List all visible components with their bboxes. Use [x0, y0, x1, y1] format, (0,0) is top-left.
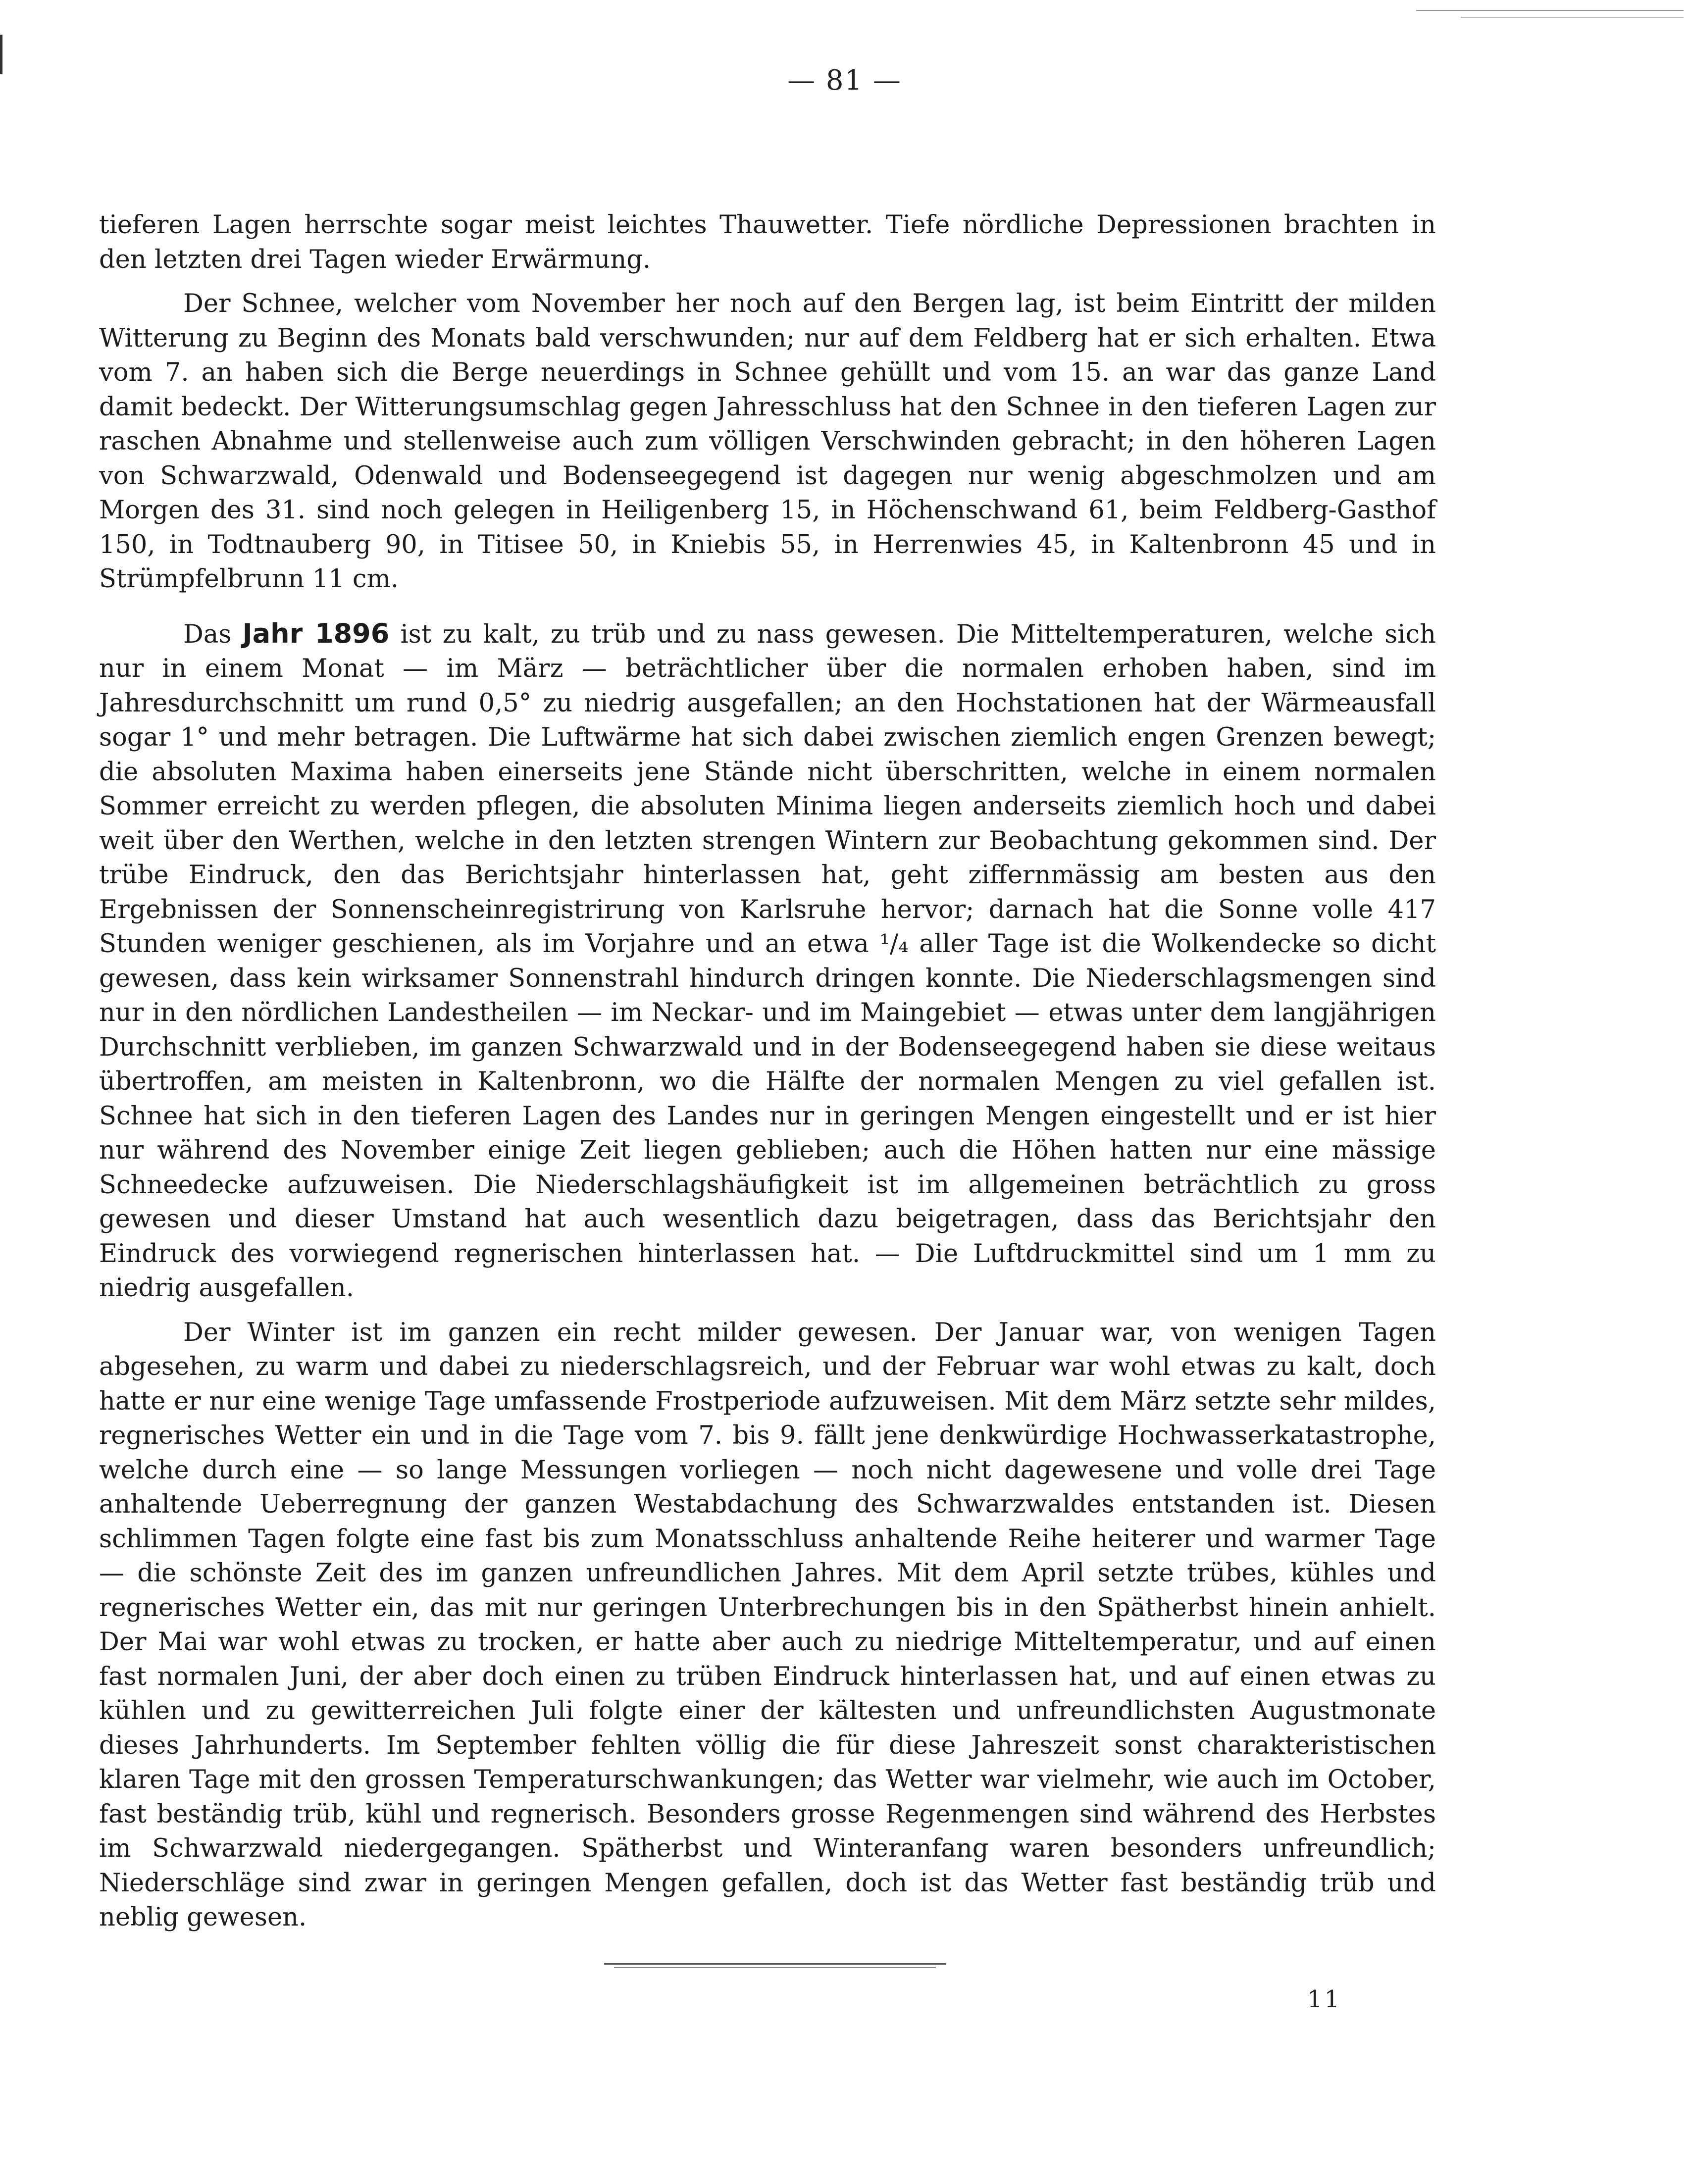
- section-end-rule: [604, 1963, 946, 1965]
- page-number-header: — 81 —: [787, 64, 902, 97]
- paragraph-winter: Der Winter ist im ganzen ein recht milder gewesen. Der Januar war, von wenigen Tagen abgesehen, zu warm und dabei zu niederschlagsreich, und der Februar war wohl etwas zu kalt, doch hatte er nur eine wenige Tage umfassende Frostperiode aufzuweisen. Mit dem März setzte sehr mildes, regnerisches Wetter ein und in die Tage vom 7. bis 9. fällt jene denkwürdige Hochwasserkatastrophe, welche durch eine — so lange Messungen vorliegen — noch nicht dagewesene und volle drei Tage anhaltende Ueberregnung der ganzen Westabdachung des Schwarzwaldes entstanden ist. Diesen schlimmen Tagen folgte eine fast bis zum Monatsschluss anhaltende Reihe heiterer und warmer Tage — die schönste Zeit des im ganzen unfreundlichen Jahres. Mit dem April setzte trübes, kühles und regnerisches Wetter ein, das mit nur geringen Unterbrechungen bis in den Spätherbst hinein anhielt. Der Mai war wohl etwas zu trocken, er hatte aber auch zu niedrige Mitteltemperatur, und auf einen fast normalen Juni, der aber doch einen zu trüben Eindruck hinterlassen hat, und auf einen etwas zu kühlen und zu gewitterreichen Juli folgte einer der kältesten und unfreundlichsten Augustmonate dieses Jahrhunderts. Im September fehlten völlig die für diese Jahreszeit sonst charakteristischen klaren Tage mit den grossen Temperaturschwankungen; das Wetter war vielmehr, wie auch im October, fast beständig trüb, kühl und regnerisch. Besonders grosse Regenmengen sind während des Herbstes im Schwarzwald niedergegangen. Spätherbst und Winteranfang waren besonders unfreundlich; Niederschläge sind zwar in geringen Mengen gefallen, doch ist das Wetter fast beständig trüb und neblig gewesen.: [99, 1318, 1436, 1932]
- section-end-rule-secondary: [614, 1967, 936, 1968]
- top-right-rule-secondary: [1461, 17, 1684, 18]
- paragraph-continuation: tieferen Lagen herrschte sogar meist leichtes Thauwetter. Tiefe nördliche Depressionen brachten in den letzten drei Tagen wieder Erwärmung.: [99, 210, 1436, 274]
- year-paragraph-text: ist zu kalt, zu trüb und zu nass gewesen. Die Mitteltemperaturen, welche sich nur in einem Monat — im März — beträchtlicher über die normalen erhoben haben, sind im Jahresdurchschnitt um rund 0,5° zu niedrig ausgefallen; an den Hochstationen hat der Wärmeausfall sogar 1° und mehr betragen. Die Luftwärme hat sich dabei zwischen ziemlich engen Grenzen bewegt; die absoluten Maxima haben einerseits jene Stände nicht überschritten, welche in einem normalen Sommer erreicht zu werden pflegen, die absoluten Minima liegen anderseits ziemlich hoch und dabei weit über den Werthen, welche in den letzten strengen Wintern zur Beobachtung gekommen sind. Der trübe Eindruck, den das Berichtsjahr hinterlassen hat, geht ziffernmässig am besten aus den Ergebnissen der Sonnenscheinregistrirung von Karlsruhe hervor; darnach hat die Sonne volle 417 Stunden weniger geschienen, als im Vorjahre und an etwa ¹/₄ aller Tage ist die Wolkendecke so dicht gewesen, dass kein wirksamer Sonnenstrahl hindurch dringen konnte. Die Niederschlagsmengen sind nur in den nördlichen Landestheilen — im Neckar- und im Maingebiet — etwas unter dem langjährigen Durchschnitt verblieben, im ganzen Schwarzwald und in der Bodenseegegend haben sie diese weitaus übertroffen, am meisten in Kaltenbronn, wo die Hälfte der normalen Mengen zu viel gefallen ist. Schnee hat sich in den tieferen Lagen des Landes nur in geringen Mengen eingestellt und er ist hier nur während des November einige Zeit liegen geblieben; auch die Höhen hatten nur eine mässige Schneedecke aufzuweisen. Die Niederschlagshäufigkeit ist im allgemeinen beträchtlich zu gross gewesen und dieser Umstand hat auch wesentlich dazu beigetragen, dass das Berichtsjahr den Eindruck des vorwiegend regnerischen hinterlassen hat. — Die Luftdruckmittel sind um 1 mm zu niedrig ausgefallen.: [99, 619, 1436, 1303]
- year-paragraph-lead: Das: [183, 619, 232, 649]
- body-text: [99, 208, 1436, 1945]
- paragraph-snow: Der Schnee, welcher vom November her noch auf den Bergen lag, ist beim Eintritt der milden Witterung zu Beginn des Monats bald verschwunden; nur auf dem Feldberg hat er sich erhalten. Etwa vom 7. an haben sich die Berge neuerdings in Schnee gehüllt und vom 15. an war das ganze Land damit bedeckt. Der Witterungsumschlag gegen Jahresschluss hat den Schnee in den tieferen Lagen zur raschen Abnahme und stellenweise auch zum völligen Verschwinden gebracht; in den höheren Lagen von Schwarzwald, Odenwald und Bodenseegegend ist dagegen nur wenig abgeschmolzen und am Morgen des 31. sind noch gelegen in Heiligenberg 15, in Höchenschwand 61, beim Feldberg-Gasthof 150, in Todtnauberg 90, in Titisee 50, in Kniebis 55, in Herrenwies 45, in Kaltenbronn 45 und in Strümpfelbrunn 11 cm.: [99, 289, 1436, 594]
- year-heading: Jahr 1896: [242, 617, 390, 649]
- paragraph-year-1896: [99, 616, 1436, 1306]
- top-right-rule: [1416, 10, 1684, 11]
- signature-mark: 11: [1307, 1985, 1342, 2013]
